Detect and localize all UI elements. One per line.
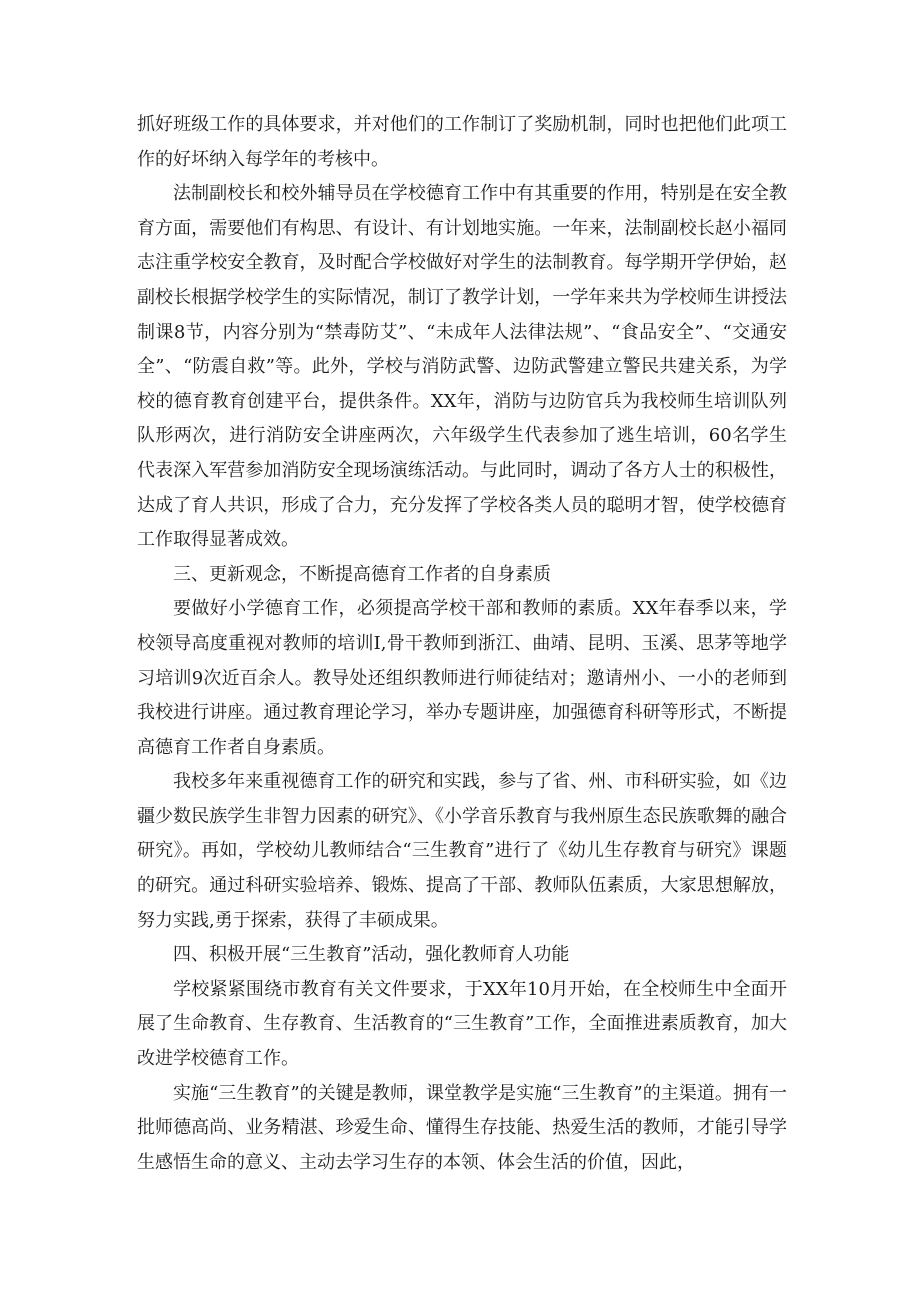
paragraph-legal-vice-principal: 法制副校长和校外辅导员在学校德育工作中有其重要的作用，特别是在安全教育方面，需要他们有构思、有设计、有计划地实施。一年来，法制副校长赵小福同志注重学校安全教育，及时配合学校做好对学生的法制教育。每学期开学伊始，赵副校长根据学校学生的实际情况，制订了教学计划，一学年来共为学校师生讲授法制课8节，内容分别为“禁毒防艾”、“未成年人法律法规”、“食品安全”、“交通安全”、“防震自救”等。此外，学校与消防武警、边防武警建立警民共建关系，为学校的德育教育创建平台，提供条件。XX年，消防与边防官兵为我校师生培训队列队形两次，进行消防安全讲座两次，六年级学生代表参加了逃生培训，60名学生代表深入军营参加消防安全现场演练活动。与此同时，调动了各方人士的积极性，达成了育人共识，形成了合力，充分发挥了学校各类人员的聪明才智，使学校德育工作取得显著成效。 [137,183,787,551]
paragraph-teachers-key: 实施“三生教育”的关键是教师，课堂教学是实施“三生教育”的主渠道。拥有一批师德高尚、业务精湛、珍爱生命、懂得生存技能、热爱生活的教师，才能引导学生感悟生命的意义、主动去学习生存的本领、体会生活的价值，因此， [137,1082,787,1173]
document-body [137,108,787,1180]
paragraph-continuation: 抓好班级工作的具体要求，并对他们的工作制订了奖励机制，同时也把他们此项工作的好坏纳入每学年的考核中。 [137,114,787,170]
paragraph-research: 我校多年来重视德育工作的研究和实践，参与了省、州、市科研实验，如《边疆少数民族学生非智力因素的研究》、《小学音乐教育与我州原生态民族歌舞的融合研究》。再如，学校幼儿教师结合“三生教育”进行了《幼儿生存教育与研究》课题的研究。通过科研实验培养、锻炼、提高了干部、教师队伍素质，大家思想解放，努力实践,勇于探索，获得了丰硕成果。 [137,771,787,931]
paragraph-three-life-education: 学校紧紧围绕市教育有关文件要求，于XX年10月开始，在全校师生中全面开展了生命教育、生存教育、生活教育的“三生教育”工作，全面推进素质教育，加大改进学校德育工作。 [137,978,787,1070]
section-heading-4: 四、积极开展“三生教育”活动，强化教师育人功能 [173,944,570,966]
paragraph-teacher-training: 要做好小学德育工作，必须提高学校干部和教师的素质。XX年春季以来，学校领导高度重视对教师的培训I,骨干教师到浙江、曲靖、昆明、玉溪、思茅等地学习培训9次近百余人。教导处还组织教师进行师徒结对；邀请州小、一小的老师到我校进行讲座。通过教育理论学习，举办专题讲座，加强德育科研等形式，不断提高德育工作者自身素质。 [137,598,787,758]
section-heading-3: 三、更新观念，不断提高德育工作者的自身素质 [173,563,551,585]
